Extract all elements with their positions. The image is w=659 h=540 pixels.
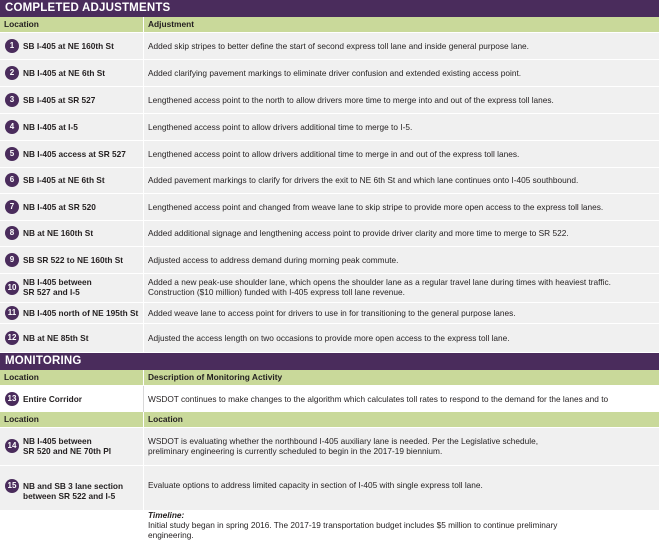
row-adjustment: Added weave lane to access point for drivers to use in for transitioning to the general purpose lanes. <box>148 308 516 318</box>
row-adjustment: Added a new peak-use shoulder lane, which opens the shoulder lane as a regular travel lane during times with heaviest traffic. Construction ($10 million) funded with I-405 express toll lane revenue. <box>148 277 611 297</box>
row-location: NB and SB 3 lane section between SR 522 and I-5 <box>23 481 124 501</box>
row-location: NB I-405 at NE 6th St <box>23 68 106 78</box>
row-adjustment: Added additional signage and lengthening access point to provide driver clarity and more time to merge to SR 522. <box>148 228 569 238</box>
row-number-badge: 2 <box>5 66 19 80</box>
row-number-badge: 10 <box>5 281 19 295</box>
row-description: WSDOT is evaluating whether the northbound I-405 auxiliary lane is needed. Per the Legislative schedule, preliminary engineering is currently scheduled to begin in the 2017-19 biennium. <box>148 436 539 456</box>
row-adjustment: Lengthened access point to the north to allow drivers more time to merge into and out of the express toll lanes. <box>148 95 554 105</box>
row-adjustment: Adjusted access to address demand during morning peak commute. <box>148 255 399 265</box>
row-location: NB at NE 85th St <box>23 333 89 343</box>
row-adjustment: Lengthened access point and changed from weave lane to skip stripe to provide more open access to the express toll lanes. <box>148 202 604 212</box>
row-number-badge: 11 <box>5 306 19 320</box>
table-row <box>0 466 659 540</box>
row-location: NB I-405 at SR 520 <box>23 202 96 212</box>
row-number-badge: 3 <box>5 93 19 107</box>
monitoring-sub-column-headers <box>0 412 659 427</box>
table-row <box>0 168 659 193</box>
row-location: SB I-405 at NE 6th St <box>23 175 105 185</box>
row-location: SB I-405 at SR 527 <box>23 95 96 105</box>
description-column-header: Description of Monitoring Activity <box>148 372 283 382</box>
row-adjustment: Added clarifying pavement markings to eliminate driver confusion and extended existing access point. <box>148 68 522 78</box>
row-location: NB I-405 between SR 527 and I-5 <box>23 277 92 297</box>
table-row <box>0 303 659 323</box>
table-row <box>0 386 659 412</box>
row-description-line: Evaluate options to address limited capacity in section of I-405 with single express toll lane. <box>148 480 483 490</box>
location-column-header: Location <box>4 19 39 29</box>
location-column-header-2: Location <box>148 414 183 424</box>
table-row <box>0 87 659 113</box>
row-location: NB I-405 at I-5 <box>23 122 78 132</box>
table-row <box>0 247 659 273</box>
row-adjustment: Added pavement markings to clarify for drivers the exit to NE 6th St and which lane continues onto I-405 southbound. <box>148 175 579 185</box>
row-number-badge: 4 <box>5 120 19 134</box>
row-number-badge: 15 <box>5 479 19 493</box>
row-location: SB SR 522 to NE 160th St <box>23 255 124 265</box>
table-row <box>0 428 659 465</box>
location-column-header: Location <box>4 414 39 424</box>
row-location: NB I-405 north of NE 195th St <box>23 308 139 318</box>
row-description: WSDOT continues to make changes to the algorithm which calculates toll rates to respond to the demand for the lanes and to <box>148 394 609 404</box>
row-location: NB at NE 160th St <box>23 228 94 238</box>
table-row <box>0 221 659 246</box>
table-row <box>0 324 659 352</box>
row-number-badge: 12 <box>5 331 19 345</box>
table-row <box>0 274 659 302</box>
row-number-badge: 13 <box>5 392 19 406</box>
row-number-badge: 9 <box>5 253 19 267</box>
row-location: NB I-405 between SR 520 and NE 70th Pl <box>23 436 112 456</box>
row-number-badge: 7 <box>5 200 19 214</box>
row-number-badge: 1 <box>5 39 19 53</box>
row-number-badge: 14 <box>5 439 19 453</box>
table-row <box>0 141 659 167</box>
table-row <box>0 114 659 140</box>
completed-adjustments-heading: COMPLETED ADJUSTMENTS <box>0 0 659 17</box>
row-location: SB I-405 at NE 160th St <box>23 41 114 51</box>
row-location: Entire Corridor <box>23 394 83 404</box>
row-adjustment: Lengthened access point to allow drivers additional time to merge in and out of the express toll lanes. <box>148 149 520 159</box>
completed-column-headers <box>0 17 659 32</box>
row-number-badge: 8 <box>5 226 19 240</box>
row-adjustment: Added skip stripes to better define the start of second express toll lane and inside general purpose lane. <box>148 41 529 51</box>
monitoring-heading: MONITORING <box>0 353 659 370</box>
timeline-text: Initial study began in spring 2016. The 2017-19 transportation budget includes $5 million to continue preliminary engineering. <box>148 520 558 540</box>
row-number-badge: 6 <box>5 173 19 187</box>
table-row <box>0 194 659 220</box>
table-row <box>0 60 659 86</box>
row-location: NB I-405 access at SR 527 <box>23 149 126 159</box>
row-adjustment: Lengthened access point to allow drivers additional time to merge to I-5. <box>148 122 413 132</box>
adjustment-column-header: Adjustment <box>148 19 195 29</box>
row-description <box>148 470 557 540</box>
row-adjustment: Adjusted the access length on two occasions to provide more open access to the express toll lane. <box>148 333 510 343</box>
location-column-header: Location <box>4 372 39 382</box>
monitoring-column-headers <box>0 370 659 385</box>
row-number-badge: 5 <box>5 147 19 161</box>
table-row <box>0 33 659 59</box>
timeline-label: Timeline: <box>148 510 185 520</box>
